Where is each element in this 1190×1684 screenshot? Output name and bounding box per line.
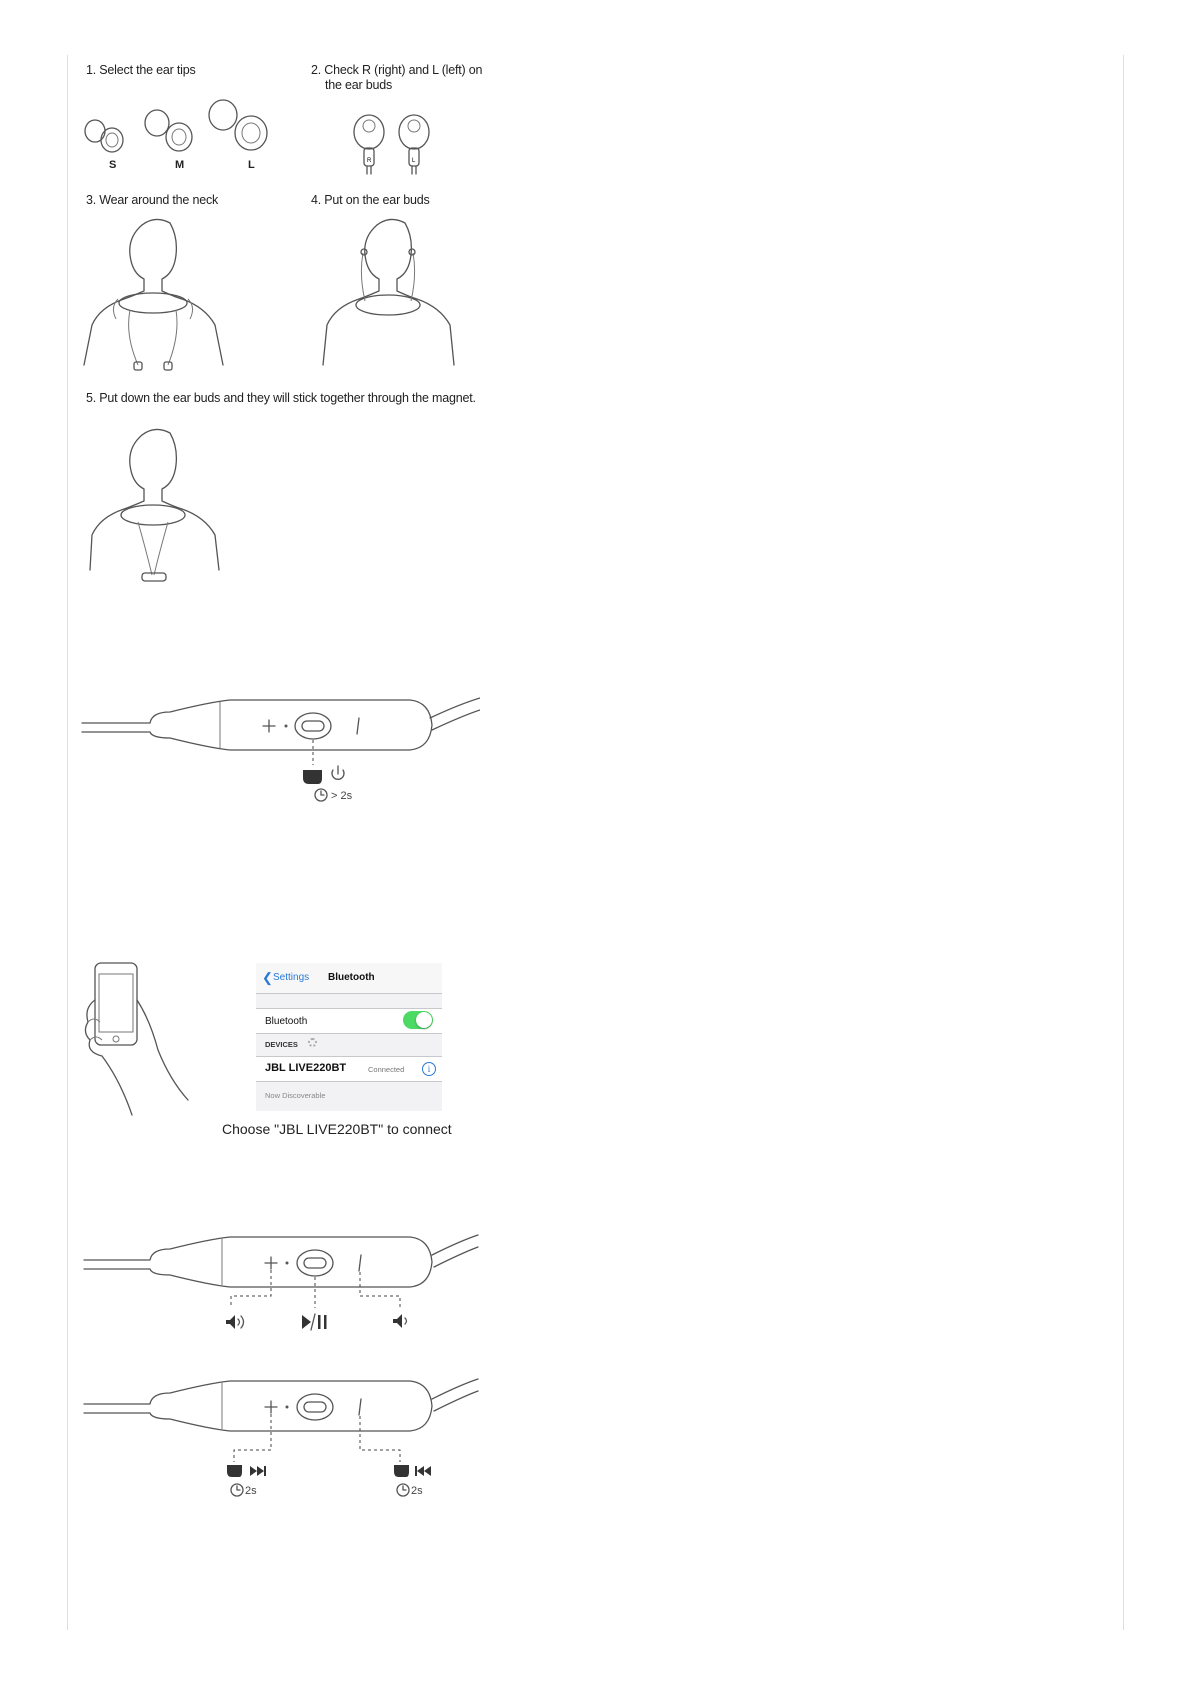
right-frame-line [1123,55,1124,1630]
person-earbuds-in-illustration [315,215,465,375]
screen-title: Bluetooth [328,972,375,983]
loading-spinner-icon [308,1038,317,1047]
step-1-text: 1. Select the ear tips [86,63,196,77]
track-skip-illustration [80,1370,480,1510]
volume-down-button [357,718,359,734]
bluetooth-settings-screen [256,963,442,1111]
size-label-l: L [248,159,255,171]
device-name: JBL LIVE220BT [265,1062,347,1074]
clock-icon [231,1484,243,1496]
hand-icon [227,1465,242,1477]
power-icon [332,766,344,779]
volume-up-button [263,720,275,732]
earbud-right [354,115,384,174]
clock-icon [315,789,327,801]
clock-icon [397,1484,409,1496]
info-icon[interactable]: i [422,1062,436,1076]
person-earbuds-down-illustration [80,425,230,585]
step-2-text-line2: the ear buds [325,78,393,92]
earbuds-rl-illustration [350,110,440,180]
back-chevron-icon[interactable]: ❮ [262,970,273,985]
earbud-l-mark: L [412,158,416,164]
playback-controls-illustration [80,1230,480,1350]
phone-body [95,963,137,1045]
ear-tip-small [85,120,123,152]
bluetooth-toggle-row [256,1008,442,1034]
ear-tip-medium [145,110,192,151]
previous-track-icon [415,1466,431,1476]
person-neckband-illustration [80,215,230,375]
step-3-text: 3. Wear around the neck [86,193,219,207]
earbud-r-mark: R [367,158,372,164]
ear-tips-illustration [80,95,280,175]
left-frame-line [67,55,68,1630]
size-label-m: M [175,159,185,171]
nav-bar [256,963,442,994]
step-4-text: 4. Put on the ear buds [311,193,430,207]
prev-hold-time: 2s [411,1485,423,1497]
device-row[interactable] [256,1056,442,1082]
volume-up-icon [226,1315,244,1329]
hand-icon [394,1465,409,1477]
step-2-text-line1: 2. Check R (right) and L (left) on [311,63,483,77]
discoverable-note: Now Discoverable [265,1091,326,1100]
power-on-illustration [80,690,480,810]
connect-caption: Choose "JBL LIVE220BT" to connect [222,1121,452,1137]
devices-header: DEVICES [265,1040,298,1049]
power-hold-time: > 2s [331,790,353,802]
earbud-left [399,115,429,174]
play-pause-icon [302,1314,327,1330]
hand-icon [303,770,322,784]
size-label-s: S [109,159,117,171]
next-track-icon [250,1466,266,1476]
multifunction-button [295,713,331,739]
volume-down-icon [393,1314,407,1328]
bluetooth-toggle-switch[interactable] [403,1011,433,1029]
bluetooth-toggle-label: Bluetooth [265,1016,308,1027]
device-status: Connected [368,1065,405,1074]
ear-tip-large [209,100,267,150]
next-hold-time: 2s [245,1485,257,1497]
back-settings-button[interactable]: Settings [273,972,310,983]
step-5-text: 5. Put down the ear buds and they will stick together through the magnet. [86,391,476,405]
phone-in-hand-illustration [80,960,200,1135]
